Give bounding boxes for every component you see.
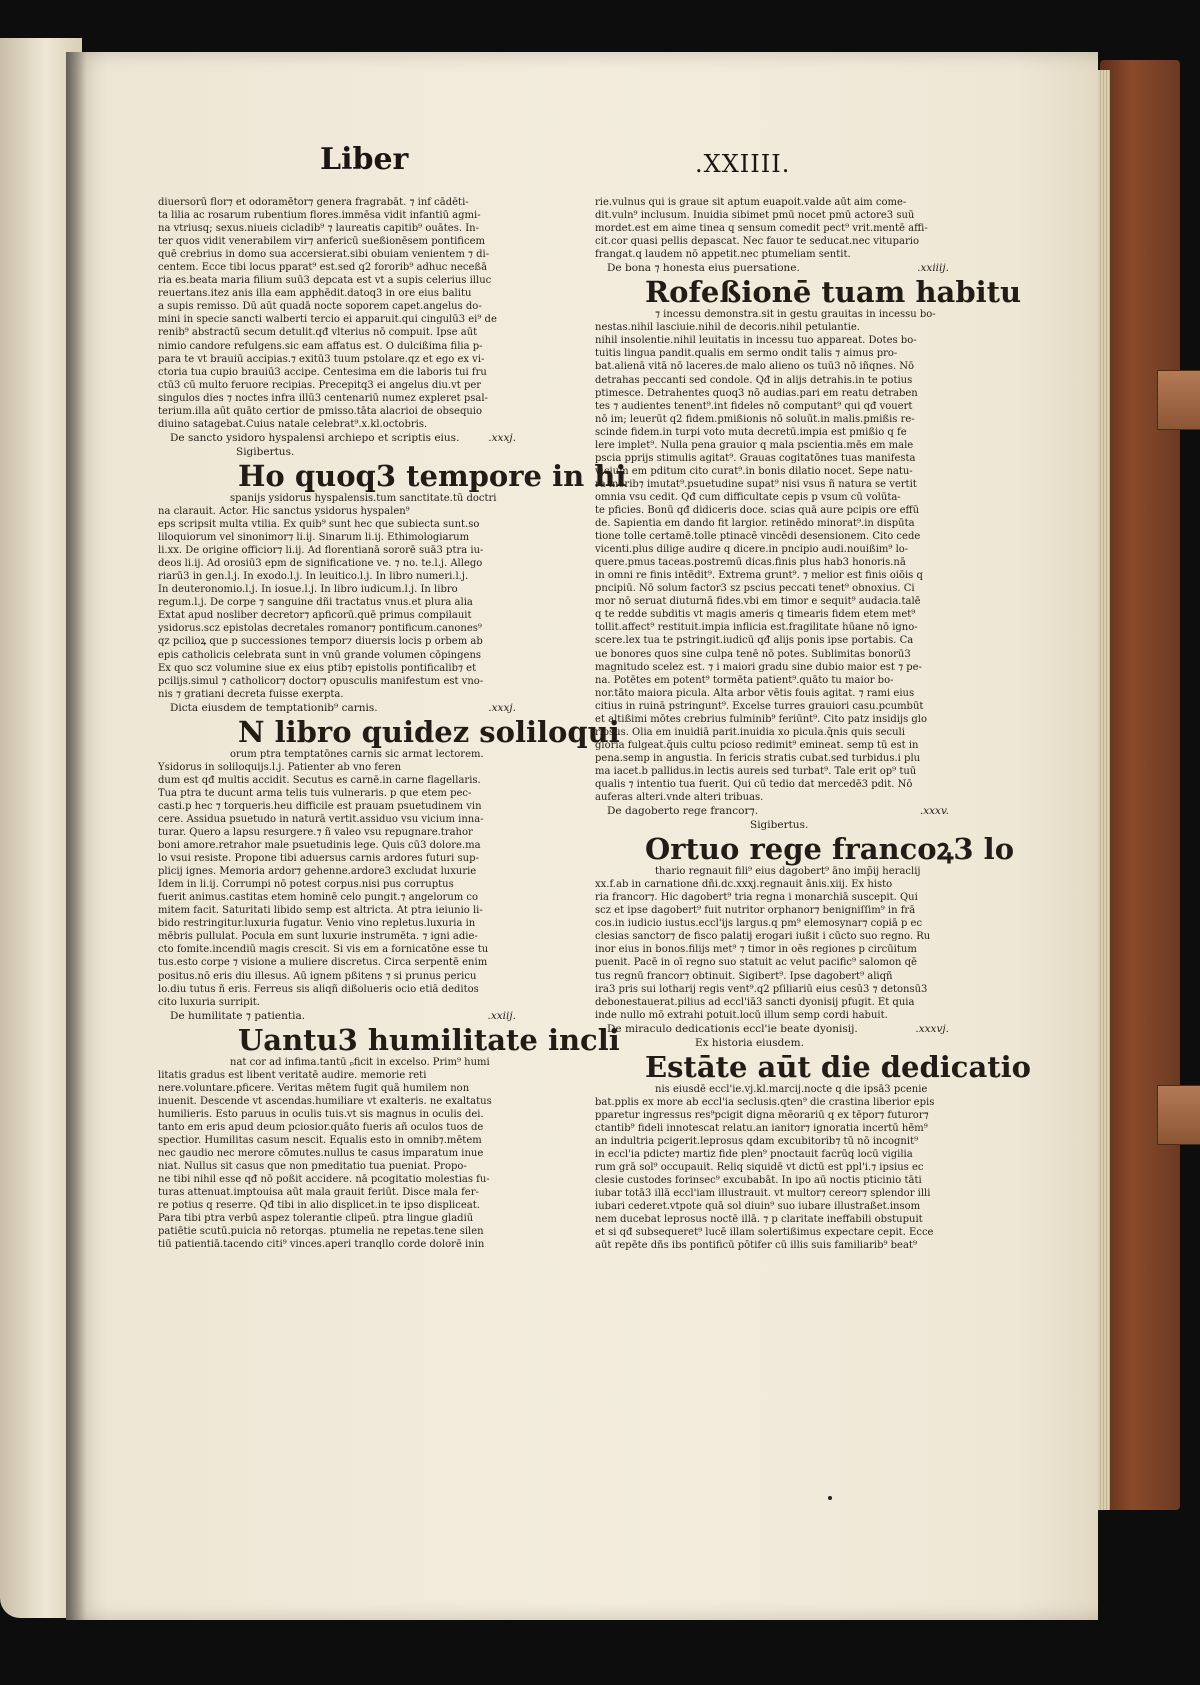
text-line: Ex quo scz volumine siue ex eius ptib⁊ epistolis pontificalib⁊ et (158, 662, 477, 674)
text-line: omnia vsu cedit. Qđ cum difficultate cepis p vsum cū volūta- (595, 491, 901, 503)
text-line: gloria fulgeat.q̄uis cultu pcioso redimit⁹ emineat. semp tū est in (595, 739, 919, 751)
text-line: debonestauerat.pilius ad eccl'iā3 sancti dyonisij pfugit. Et quia (595, 996, 915, 1008)
text-line: dit.vuln⁹ inclusum. Inuidia sibimet pmū nocet pmū actore3 suū (595, 210, 915, 222)
right-column (595, 196, 1031, 1252)
text-line: tuitis lingua pandit.qualis em sermo ondit talis ⁊ aimus pro- (595, 348, 898, 360)
text-line: tes ⁊ audientes tenent⁹.int fideles nō computant⁹ qui qđ vouert (595, 400, 913, 412)
text-line: bat.pplis ex more ab eccl'ia seclusis.qten⁹ die crastina liberior epis (595, 1096, 935, 1108)
text-line: et altißimi mōtes crebrius fulminib⁹ feriūnt⁹. Cito patz insidijs glo (595, 713, 928, 725)
text-line: rie.vulnus qui is graue sit aptum euapoit.valde aūt aim come- (595, 197, 907, 208)
chapter-rubric (158, 1010, 516, 1023)
text-line: iubari cederet.vtpote quā sol diuin⁹ suo iubare illustraßet.insom (595, 1201, 921, 1213)
text-line: boni amore.retrahor male psuetudinis lege. Quis cū3 dolore.ma (158, 840, 481, 852)
text-line: plicij ignes. Memoria ardor⁊ gehenne.ardore3 excludat luxurie (158, 866, 477, 878)
source-author: Ex historia eiusdem. (695, 1036, 804, 1049)
rubric-title: De miraculo dedicationis eccl'ie beate dyonisij. (607, 1022, 858, 1035)
text-line: quere.pmus taceas.postremū dicas.finis plus hab3 honoris.nā (595, 557, 906, 569)
text-line: ctoria tua cupio brauiū3 accipe. Centesima em die laboris tui fru (158, 366, 487, 378)
text-line: cito luxuria surripit. (158, 996, 260, 1008)
text-line: pparetur ingressus res⁹pcigit digna mēorariū q ex tēpor⁊ futuror⁊ (595, 1109, 929, 1121)
text-line: quē crebrius in domo sua accersierat.sibi obuiam venientem ⁊ di- (158, 249, 490, 261)
text-line: xx.f.ab in carnatione dñi.dc.xxxj.regnauit ānis.xiij. Ex histo (595, 879, 893, 891)
text-line: vicenti.plus dilige audire q dicere.in pncipio audi.nouißim⁹ lo- (595, 544, 909, 556)
section-heading: Uantu3 humilitate incli (238, 1022, 620, 1057)
chapter-rubric (595, 1023, 949, 1036)
text-line: ra morib⁊ imutat⁹.psuetudine supat⁹ nisi vsus ñ natura se vertit (595, 478, 917, 490)
chapter-number: .xxxvj. (915, 1022, 949, 1035)
text-line: lo vsui resiste. Propone tibi aduersus carnis ardores futuri sup- (158, 853, 479, 865)
text-line: diuersorū flor⁊ et odoramētor⁊ genera fragrabāt. ⁊ inf cādēti- (158, 197, 469, 208)
text-line: inuenit. Descende vt ascendas.humiliare vt exalteris. ne exaltatus (158, 1095, 492, 1107)
text-line: tione tolle certamē.tolle ptinacē vincēdi desensionem. Cito cede (595, 531, 921, 543)
text-line: scinde fidem.in turpi voto muta decretū.impia est pmißio q fe (595, 426, 907, 438)
text-line: Tua ptra te ducunt arma telis tuis vulneraris. p que etem pec- (158, 787, 472, 799)
text-line: fuerit animus.castitas etem hominē celo pungit.⁊ angelorum co (158, 892, 479, 904)
text-line: tanto em eris apud deum pciosior.quāto fueris añ oculos tuos de (158, 1121, 484, 1133)
text-line: Extat apud nosliber decretor⁊ apficorū.quē primus compilauit (158, 610, 472, 622)
text-line: aūt repēte dñs ibs pontificū pōtifer cū illis suis familiarib⁹ beat⁹ (595, 1240, 917, 1252)
text-line: nere.voluntare.pficere. Veritas mētem fugit quā humilem non (158, 1082, 470, 1094)
text-line: mēbris pullulat. Pocula em sunt luxurie instrumēta. ⁊ igni adie- (158, 931, 478, 943)
text-line: bat.alienā vitā nō laceres.de malo alieno os tuū3 nō iñqnes. Nō (595, 361, 915, 373)
text-line: litatis gradus est libent veritatē audire. memorie reti (158, 1069, 427, 1081)
text-line: nō im; leuerūt q2 fidem.pmißionis nō soluūt.in malis.pmißis re- (595, 413, 915, 425)
text-line: ctantib⁹ fideli innotescat relatu.an ianitor⁊ ignoratia incertū hēm⁹ (595, 1122, 928, 1134)
text-line: ctū3 cū multo feruore recipias. Precepitq3 ei angelus diu.vt per (158, 379, 482, 391)
section-heading: Ho quoq3 tempore in hi (238, 458, 627, 493)
text-line: na. Potētes em potent⁹ tormēta patient⁹.quāto tu maior bo- (595, 674, 894, 686)
text-line: tus regnū francor⁊ obtinuit. Sigibert⁹. Ipse dagobert⁹ aliqñ (595, 970, 893, 982)
text-line: iubar totā3 illā eccl'iam illustrauit. vt multor⁊ cereor⁊ splendor illi (595, 1188, 931, 1200)
text-line: qz pcilioꝝ que p successiones tempor⁊ diuersis locis p orbem ab (158, 636, 483, 648)
text-line: tus.esto corpe ⁊ visione a muliere discretus. Circa serpentē enim (158, 957, 488, 969)
source-author: Sigibertus. (750, 819, 809, 832)
text-line: pena.semp in angustia. In fericis stratis cubat.sed turbidus.i plu (595, 752, 921, 764)
text-line: rum grā sol⁹ occupauit. Reliq siquidē vt dictū est ppl'i.⁊ ipsius ec (595, 1162, 924, 1174)
text-line: auferas alteri.vnde alteri tribuas. (595, 792, 764, 804)
heading-continuation: nat cor ad infima.tantū ₚficit in excelso. Prim⁹ humi (230, 1056, 490, 1068)
chapter-rubric (595, 262, 949, 275)
text-line: lere implet⁹. Nulla pena grauior q mala pscientia.mēs em male (595, 439, 914, 451)
text-line: niat. Nullus sit casus que non pmeditatio tua pueniat. Propo- (158, 1161, 467, 1173)
text-line: ira3 pris sui lotharij regis vent⁹.q2 pſiliariū eius cesū3 ⁊ detonsū3 (595, 983, 928, 995)
text-line: vicium em pditum cito curat⁹.in bonis dilatio nocet. Sepe natu- (595, 465, 913, 477)
heading-continuation: nis eiusdē eccl'ie.vj.kl.marcij.nocte q die ipsā3 pcenie (655, 1083, 928, 1095)
text-line: cos.in iudicio iustus.eccl'ijs largus.q pm⁹ elemosynar⁊ copiā p ec (595, 918, 923, 930)
text-line: Para tibi ptra verbū aspez tolerantie clipeū. ptra lingue gladiū (158, 1213, 474, 1225)
text-line: diuino satagebat.Cuius natale celebrat⁹.x.kl.octobris. (158, 418, 428, 430)
text-line: positus.nō eris diu illesus. Aū ignem pßitens ⁊ si prunus pericu (158, 970, 477, 982)
text-line: dum est qđ multis accidit. Secutus es carnē.in carne flagellaris. (158, 774, 481, 786)
text-line: ptimesce. Detrahentes quoq3 nō audias.pari em reatu detraben (595, 387, 918, 399)
rubric-title: De bona ⁊ honesta eius puersatione. (607, 262, 800, 275)
book-cover (1100, 60, 1180, 1510)
heading-continuation: thario regnauit fili⁹ eius dagobert⁹ āno imp̄ij heraclij (655, 866, 921, 878)
text-line: inde nullo mō extrahi potuit.locū illum semp cordi habuit. (595, 1009, 888, 1021)
text-line: an indultria pcigerit.leprosus qdam excubitorib⁊ tū nō incognit⁹ (595, 1136, 919, 1147)
text-line: et si qđ subsequeret⁹ lucē illam solertißimus expectare cepit. Ecce (595, 1227, 934, 1239)
text-line: riarū3 in gen.l.j. In exodo.l.j. In leuitico.l.j. In libro numeri.l.j. (158, 571, 469, 583)
text-line: liloquiorum vel sinonimor⁊ li.ij. Sinarum li.ij. Ethimologiarum (158, 532, 470, 544)
text-line: cit.cor quasi pellis depascat. Nec fauor te seducat.nec vitupario (595, 236, 919, 248)
text-line: a supis remisso. Dū aūt quadā nocte soporem capet.angelus do- (158, 301, 482, 313)
source-author: Sigibertus. (236, 445, 295, 458)
text-line: in eccl'ia pdicte⁊ martiz fide plen⁹ pnoctauit facrūq locū vigilia (595, 1149, 913, 1161)
text-line: na clarauit. Actor. Hic sanctus ysidorus hyspalen⁹ (158, 505, 410, 517)
text-line: pscia pprijs stimulis agitat⁹. Grauas cogitatōnes tuas manifesta (595, 452, 916, 464)
ink-speck (828, 1496, 832, 1500)
text-line: turas attenuat.imptouisa aūt mala grauit feriūt. Disce mala fer- (158, 1187, 479, 1199)
text-line: para te vt brauiū accipias.⁊ exitū3 tuum pstolare.qz et ego ex vi- (158, 353, 485, 365)
leather-clasp-upper (1157, 370, 1200, 430)
chapter-number: .xxiij. (487, 1009, 516, 1022)
text-line: ne tibi nihil esse qđ nō poßit accidere. nā pcogitatio molestias fu- (158, 1174, 490, 1186)
text-line: ma iacet.b pallidus.in lectis aureis sed turbat⁹. Tale erit op⁹ tuū (595, 765, 917, 777)
chapter-rubric (595, 805, 949, 818)
text-line: tiū patientiā.tacendo citi⁹ vinces.aperi tranqllo corde dolorē inin (158, 1239, 485, 1251)
text-line: nihil insolentie.nihil leuitatis in incessu tuo appareat. Dotes bo- (595, 335, 917, 347)
running-head-left: Liber (320, 142, 409, 177)
text-line: reuertans.itez anis illa eam apphēdit.datoq3 in ore eius balitu (158, 288, 472, 300)
heading-continuation: ⁊ incessu demonstra.sit in gestu grauitas in incessu bo- (655, 309, 936, 321)
leather-clasp-lower (1157, 1085, 1200, 1145)
text-line: turar. Quero a lapsu resurgere.⁊ ñ valeo vsu repugnare.trahor (158, 827, 473, 839)
rubric-title: Dicta eiusdem de temptationib⁹ carnis. (170, 701, 378, 714)
text-line: puenit. Pacē in oī regno suo statuit ac velut pacific⁹ salomon qē (595, 957, 917, 969)
text-line: nis ⁊ gratiani decreta fuisse exerpta. (158, 688, 344, 700)
text-line: li.xx. De origine officior⁊ li.ij. Ad florentianā sororē suā3 ptra iu- (158, 545, 484, 557)
running-head-right: .XXIIII. (695, 150, 791, 178)
text-line: nem ducebat leprosus noctē illā. ⁊ p claritate ineffabili obstupuit (595, 1214, 923, 1226)
text-line: de. Sapientia em dando fit largior. retinēdo minorat⁹.in dispūta (595, 518, 915, 530)
text-line: ter quos vidit venerabilem vir⁊ anfericū sueßionēsem pontificem (158, 236, 485, 248)
text-line: nimio candore refulgens.sic eam affatus est. O dulcißima filia p- (158, 340, 483, 352)
text-line: magnitudo scelez est. ⁊ i maiori gradu sine dubio maior est ⁊ pe- (595, 661, 922, 673)
text-line: na vtriusq; sexus.niueis cicladib⁹ ⁊ laureatis capitib⁹ ouātes. In- (158, 223, 479, 235)
text-line: ta lilia ac rosarum rubentium flores.immēsa vidit infantiū agmi- (158, 210, 481, 222)
text-line: renib⁹ abstractū secum detulit.qđ vlterius nō compuit. Ipse aūt (158, 327, 478, 339)
text-line: casti.p hec ⁊ torqueris.heu difficile est prauam psuetudinem vin (158, 800, 482, 812)
chapter-number: .xxiiij. (917, 262, 949, 275)
chapter-number: .xxxj. (488, 701, 516, 714)
text-line: nec gaudio nec merore cōmutes.nullus te casus imparatum inue (158, 1148, 484, 1160)
text-line: in omni re finis intēdit⁹. Extrema grunt⁹. ⁊ melior est finis oiōis q (595, 570, 923, 582)
text-line: mordet.est em aime tinea q sensum comedit pect⁹ vrit.mentē affi- (595, 223, 928, 235)
section-heading: Rofeßionē tuam habitu (645, 275, 1022, 310)
heading-continuation: spanijs ysidorus hyspalensis.tum sanctitate.tū doctri (230, 492, 497, 504)
left-column (158, 196, 627, 1251)
text-line: ue bonores quos sine culpa tenē nō potes. Sublimitas bonorū3 (595, 648, 911, 660)
text-line: bido restringitur.luxuria fugatur. Venio vino repletus.luxuria in (158, 918, 476, 930)
chapter-rubric (158, 702, 516, 715)
text-line: epis catholicis celebrata sunt in vnū grande volumen cōpingens (158, 649, 482, 661)
text-line: humilieris. Esto paruus in oculis tuis.vt sis magnus in oculis dei. (158, 1108, 484, 1120)
text-line: re potius q reserre. Qđ tibi in alio displicet.in te ipso displiceat. (158, 1200, 480, 1212)
text-line: deos li.ij. Ad orosiū3 epm de significatione ve. ⁊ no. te.l.j. Allego (158, 558, 483, 570)
text-line: In deuteronomio.l.j. In iosue.l.j. In libro iudicum.l.j. In libro (158, 584, 458, 596)
text-line: qualis ⁊ intentio tua fuerit. Qui cū tedio dat mercedē3 pdit. Nō (595, 778, 913, 790)
text-line: riosus. Olia em inuidiā parit.inuidia xo picula.q̄nis quis seculi (595, 726, 905, 738)
text-line: q te redde subditis vt magis ameris q timearis fidem etem met⁹ (595, 609, 916, 621)
text-line: centem. Ecce tibi locus pparat⁹ est.sed q2 fororib⁹ adhuc neceßā (158, 262, 488, 274)
text-line: ysidorus.scz epistolas decretales romanor⁊ pontificum.canones⁹ (158, 623, 482, 635)
text-line: ria es.beata maria filium suū3 depcata est vt a supis celerius illuc (158, 275, 492, 287)
chapter-rubric (158, 432, 516, 445)
text-line: spectior. Humilitas casum nescit. Equalis esto in omnib⁊.mētem (158, 1135, 482, 1146)
text-line: inor eius in bonos.filijs met⁹ ⁊ timor in oēs regiones p circūitum (595, 944, 917, 956)
section-heading: N libro quidez soliloqui (238, 714, 620, 749)
text-line: pncipiū. Nō solum factor3 sz pscius peccati tenet⁹ obnoxius. Ci (595, 583, 915, 595)
text-line: pcilijs.simul ⁊ catholicor⁊ doctor⁊ opusculis manifestum est vno- (158, 675, 484, 687)
text-line: citius in ruinā pstringunt⁹. Excelse turres grauiori casu.pcumbūt (595, 700, 924, 712)
text-line: terium.illa aūt quāto certior de pmisso.tāta alacrioi de obsequio (158, 405, 483, 417)
text-line: regum.l.j. De corpe ⁊ sanguine dñi tractatus vnus.et plura alia (158, 597, 473, 609)
section-heading: Estāte aūt die dedicatio (645, 1049, 1031, 1084)
section-heading: Ortuo rege francoꝝ3 lo (645, 832, 1015, 867)
text-line: mor nō seruat diuturnā fides.vbi em timor e sequit⁹ audacia.talē (595, 596, 921, 608)
text-line: lo.diu tutus ñ eris. Ferreus sis aliqñ dißolueris ocio etiā deditos (158, 983, 479, 995)
text-line: mitem facit. Saturitati libido semp est altricta. At ptra ieiunio li- (158, 905, 483, 917)
heading-continuation: orum ptra temptatōnes carnis sic armat lectorem. (230, 748, 484, 760)
text-line: scz et ipse dagobert⁹ fuit nutritor orphanor⁊ benigniſſim⁹ in frā (595, 905, 916, 917)
text-line: Idem in li.ij. Corrumpi nō potest corpus.nisi pus corruptus (158, 879, 454, 891)
text-line: detrahas peccanti sed condole. Qđ in alijs detrahis.in te potius (595, 374, 913, 386)
text-line: nestas.nihil lasciuie.nihil de decoris.nihil petulantie. (595, 322, 860, 334)
text-line: clesie custodes forinsec⁹ excubabāt. In ipo aū noctis pticinio tāti (595, 1175, 922, 1187)
text-line: singulos dies ⁊ noctes infra illū3 centenariū numez expleret psal- (158, 392, 488, 404)
text-line: tollit.affect⁹ restituit.impia inflicia est.fragilitate hūane nō igno- (595, 622, 918, 634)
text-line: clesias sanctor⁊ de fisco palatij erogari iußit i cūcto suo regno. Ru (595, 931, 931, 943)
text-line: mini in specie sancti walberti tercio ei apparuit.qui cingulū3 ei⁹ de (158, 314, 497, 326)
rubric-title: De humilitate ⁊ patientia. (170, 1009, 306, 1022)
text-line: scere.lex tua te pstringit.iudicū qđ alijs ponis ipse portabis. Ca (595, 635, 914, 647)
page-gutter-shadow (66, 52, 86, 1620)
text-line: patiētie scutū.puicia nō retorqas. ptumelia ne repetas.tene silen (158, 1226, 484, 1238)
text-line: frangat.q laudem nō appetit.nec ptumeliam sentit. (595, 249, 851, 261)
chapter-number: .xxxv. (919, 805, 949, 818)
rubric-title: De dagoberto rege francor⁊. (607, 805, 759, 818)
text-line: cere. Assidua psuetudo in naturā vertit.assiduo vsu vicium inna- (158, 813, 484, 825)
text-line: eps scripsit multa vtilia. Ex quib⁹ sunt hec que subiecta sunt.so (158, 519, 480, 531)
text-line: nor.tāto maiora picula. Alta arbor vētis fouis agitat. ⁊ rami eius (595, 687, 915, 699)
rubric-title: De sancto ysidoro hyspalensi archiepo et scriptis eius. (170, 431, 460, 444)
text-line: ria francor⁊. Hic dagobert⁹ tria regna i monarchiā suscepit. Qui (595, 892, 918, 904)
text-line: te pficies. Bonū qđ didiceris doce. scias quā aure pcipis ore effū (595, 504, 920, 516)
text-line: cto fomite.incendiū magis crescit. Si vis em a fornicatōne esse tu (158, 944, 489, 956)
text-line: Ysidorus in soliloquijs.l.j. Patienter ab vno feren (158, 761, 402, 773)
chapter-number: .xxxj. (488, 431, 516, 444)
